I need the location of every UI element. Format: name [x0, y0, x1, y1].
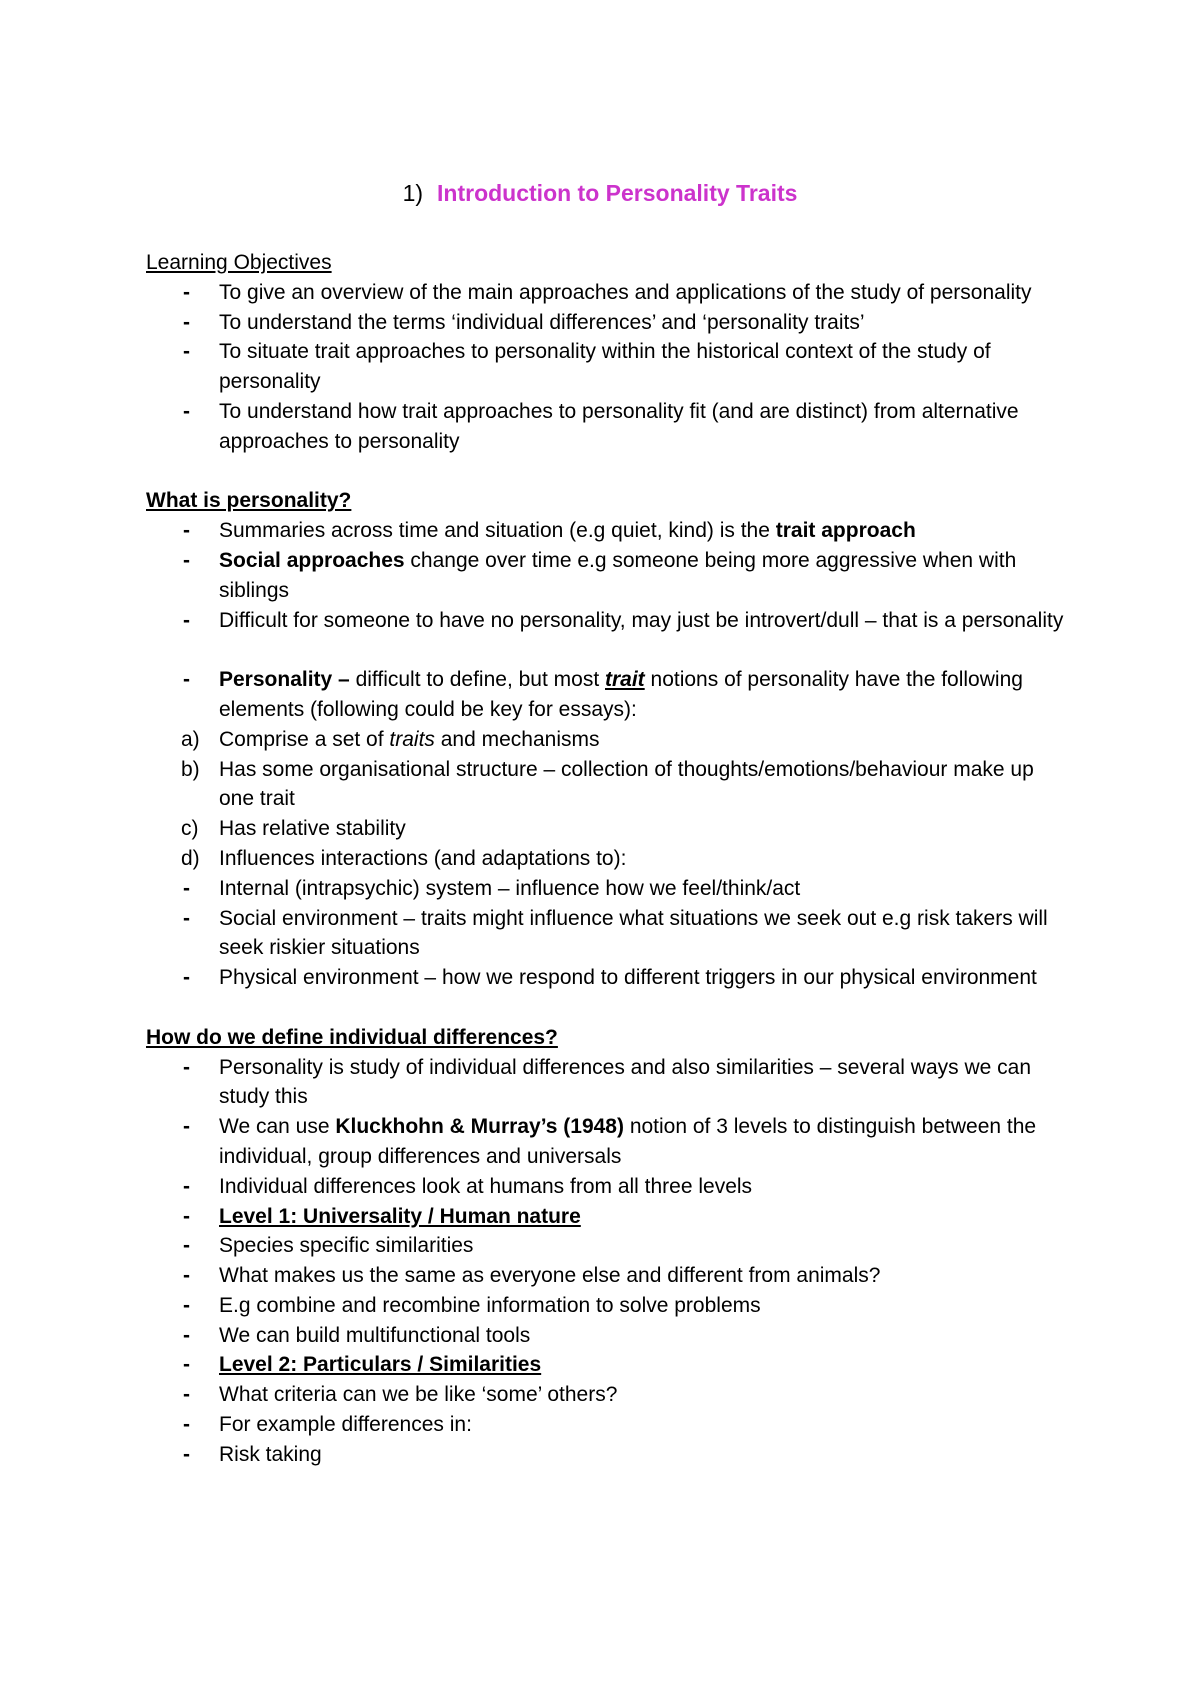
- bullet-dash: -: [183, 1442, 190, 1466]
- bullet-dash: -: [183, 1353, 190, 1377]
- bold-term: Social approaches: [219, 548, 405, 572]
- list-item-text: Difficult for someone to have no personality, may just be introvert/dull – that is a personality: [219, 608, 1064, 632]
- level-2-heading: Level 2: Particulars / Similarities: [219, 1353, 542, 1377]
- spacer: [146, 635, 1066, 665]
- list-item-text: Physical environment – how we respond to different triggers in our physical environment: [219, 966, 1037, 990]
- text-run: We can use: [219, 1115, 336, 1139]
- list-item-text: What makes us the same as everyone else and different from animals?: [219, 1264, 881, 1288]
- list-item: [146, 1053, 1066, 1113]
- bullet-dash: -: [183, 1383, 190, 1407]
- text-run: and mechanisms: [434, 727, 600, 751]
- bullet-dash: -: [183, 1204, 190, 1228]
- text-run: notions of personality have the following elements (following could be key for essays):: [219, 668, 1023, 721]
- list-item-text: [219, 665, 1066, 725]
- bullet-dash: -: [183, 340, 190, 364]
- list-item-text: Has relative stability: [219, 817, 406, 841]
- list-item-text: [219, 725, 1066, 755]
- bullet-dash: -: [183, 1115, 190, 1139]
- list-item: [146, 1172, 1066, 1202]
- text-run: change over time e.g someone being more aggressive when with siblings: [219, 548, 1017, 602]
- spacer: [146, 457, 1066, 487]
- list-item-text: Personality is study of individual differences and also similarities – several ways we can study this: [219, 1055, 1031, 1109]
- list-item-text: [219, 516, 1066, 546]
- bullet-dash: -: [183, 548, 190, 572]
- text-run: Comprise a set of: [219, 727, 390, 751]
- list-item: [146, 278, 1066, 308]
- bullet-dash: -: [183, 1234, 190, 1258]
- alpha-list-item: [146, 814, 1066, 844]
- alpha-list-item: [146, 725, 1066, 755]
- list-item-text: Individual differences look at humans from all three levels: [219, 1174, 753, 1198]
- bullet-dash: -: [183, 1174, 190, 1198]
- title-text: Introduction to Personality Traits: [437, 180, 798, 206]
- list-item-text: We can build multifunctional tools: [219, 1323, 531, 1347]
- bullet-dash: -: [183, 1293, 190, 1317]
- alpha-list-item: [146, 755, 1066, 815]
- document-body: [146, 248, 1066, 1470]
- list-item-text: To understand how trait approaches to personality fit (and are distinct) from alternative approaches to personality: [219, 399, 1019, 453]
- learning-objectives-heading: Learning Objectives: [146, 251, 332, 274]
- text-run: notion of 3 levels to distinguish between the individual, group differences and universals: [219, 1115, 1037, 1168]
- list-item: [146, 546, 1066, 606]
- list-item-text: To situate trait approaches to personality within the historical context of the study of personality: [219, 340, 991, 394]
- list-item-text: Has some organisational structure – collection of thoughts/emotions/behaviour make up one trait: [219, 757, 1034, 811]
- list-item: [146, 606, 1066, 636]
- bullet-dash: -: [183, 1264, 190, 1288]
- what-is-personality-heading: What is personality?: [146, 489, 352, 513]
- bullet-dash: -: [183, 906, 190, 930]
- bullet-dash: -: [183, 1323, 190, 1347]
- list-item: [146, 308, 1066, 338]
- list-item: [146, 1440, 1066, 1470]
- list-item: [146, 963, 1066, 993]
- spacer: [146, 993, 1066, 1023]
- list-item: [146, 874, 1066, 904]
- list-item: [146, 1202, 1066, 1232]
- list-item: [146, 516, 1066, 546]
- bullet-dash: -: [183, 1055, 190, 1079]
- list-item-text: Risk taking: [219, 1442, 322, 1466]
- list-item-text: Influences interactions (and adaptations to):: [219, 846, 627, 870]
- alpha-marker: b): [181, 757, 200, 781]
- bold-term: Kluckhohn & Murray’s (1948): [335, 1115, 624, 1139]
- bold-term: trait approach: [775, 519, 916, 543]
- list-item-text: Internal (intrapsychic) system – influence how we feel/think/act: [219, 876, 801, 900]
- list-item-text: What criteria can we be like ‘some’ others?: [219, 1383, 618, 1407]
- list-item: [146, 1410, 1066, 1440]
- bullet-dash: -: [183, 399, 190, 423]
- alpha-marker: c): [181, 817, 199, 841]
- page-title: [0, 178, 1200, 208]
- list-item: [146, 1321, 1066, 1351]
- bullet-dash: -: [183, 280, 190, 304]
- text-run: difficult to define, but most: [349, 668, 605, 692]
- list-item-text: To understand the terms ‘individual differences’ and ‘personality traits’: [219, 310, 865, 334]
- list-item-text: Social environment – traits might influence what situations we seek out e.g risk takers will seek riskier situations: [219, 906, 1048, 960]
- bullet-dash: -: [183, 966, 190, 990]
- list-item-text: Species specific similarities: [219, 1234, 474, 1258]
- level-1-heading: Level 1: Universality / Human nature: [219, 1204, 581, 1228]
- list-item: [146, 1380, 1066, 1410]
- list-item: [146, 1261, 1066, 1291]
- list-item: [146, 1291, 1066, 1321]
- list-item-text: E.g combine and recombine information to solve problems: [219, 1293, 761, 1317]
- list-item-text: [219, 546, 1066, 606]
- bullet-dash: -: [183, 668, 190, 692]
- text-run: Summaries across time and situation (e.g quiet, kind) is the: [219, 519, 776, 543]
- title-number: 1): [402, 180, 424, 206]
- bullet-dash: -: [183, 1413, 190, 1437]
- alpha-marker: a): [181, 727, 200, 751]
- list-item: [146, 1112, 1066, 1172]
- emphasis-term: trait: [605, 668, 645, 692]
- alpha-marker: d): [181, 846, 200, 870]
- alpha-list-item: [146, 844, 1066, 874]
- bullet-dash: -: [183, 608, 190, 632]
- individual-differences-heading: How do we define individual differences?: [146, 1025, 558, 1049]
- bullet-dash: -: [183, 310, 190, 334]
- list-item-text: For example differences in:: [219, 1413, 472, 1437]
- italic-term: traits: [389, 727, 435, 751]
- list-item: [146, 337, 1066, 397]
- list-item: [146, 397, 1066, 457]
- bold-term: Personality –: [219, 668, 350, 692]
- list-item: [146, 904, 1066, 964]
- bullet-dash: -: [183, 519, 190, 543]
- list-item: [146, 1231, 1066, 1261]
- list-item: [146, 665, 1066, 725]
- bullet-dash: -: [183, 876, 190, 900]
- list-item-text: To give an overview of the main approaches and applications of the study of personality: [219, 280, 1032, 304]
- list-item-text: [219, 1112, 1066, 1172]
- list-item: [146, 1350, 1066, 1380]
